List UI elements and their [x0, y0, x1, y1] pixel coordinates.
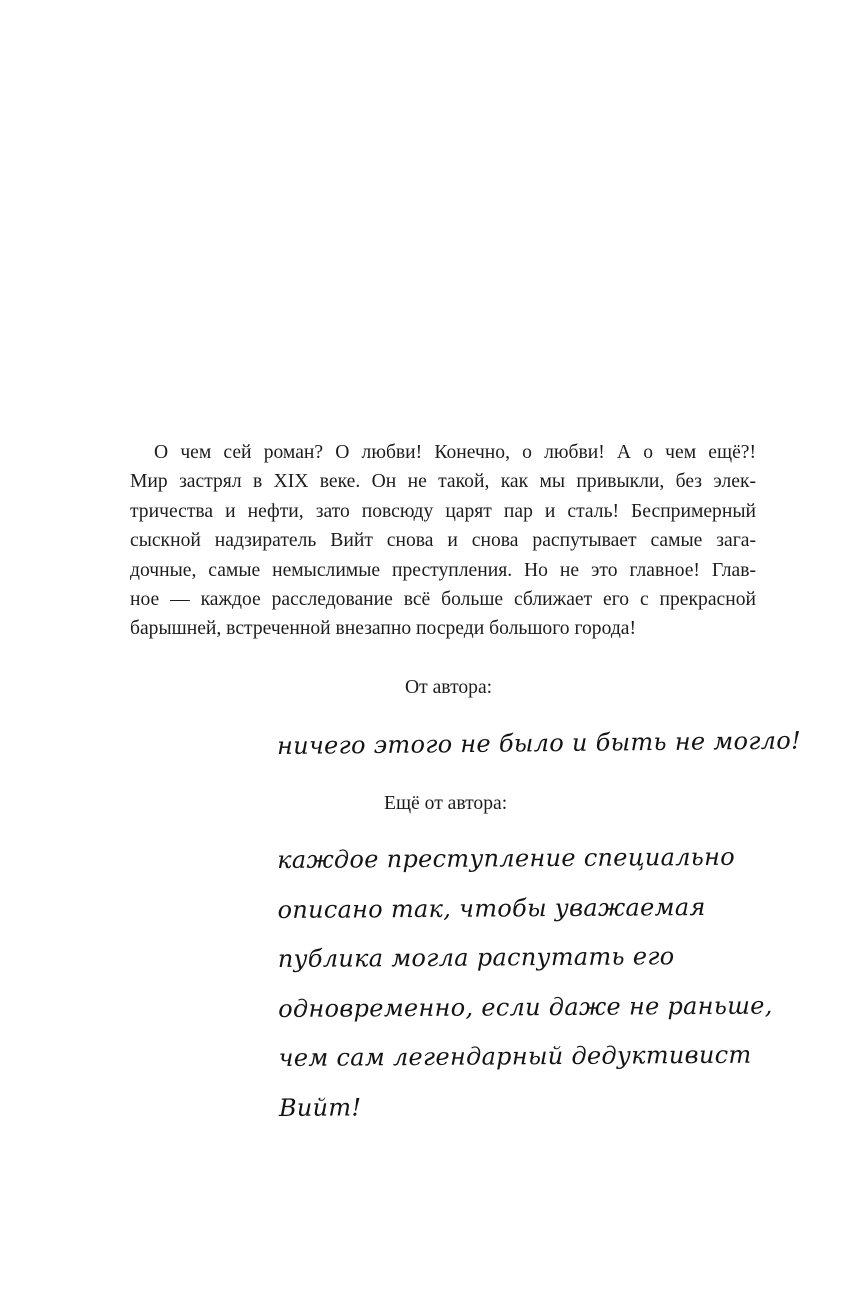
annotation-paragraph — [130, 438, 756, 644]
handwritten-note-2 — [277, 833, 774, 1134]
more-from-author-label: Ещё от автора: — [384, 793, 508, 814]
paragraph-line: О чем сей роман? О любви! Конечно, о любви! А о чем ещё?! — [154, 442, 756, 463]
handwritten-line: чем сам легендарный дедуктивист — [278, 1041, 752, 1073]
from-author-label: От автора: — [405, 677, 493, 698]
paragraph-line: Мир застрял в XIX веке. Он не такой, как мы привыкли, без элек- — [130, 471, 756, 493]
paragraph-line: сыскной надзиратель Вийт снова и снова распутывает самые зага- — [130, 530, 756, 552]
paragraph-line: барышней, встреченной внезапно посреди большого города! — [130, 618, 637, 640]
paragraph-line: дочные, самые немыслимые преступления. Но не это главное! Глав- — [130, 559, 756, 581]
handwritten-note-1 — [277, 723, 801, 764]
handwritten-line: каждое преступление специально — [277, 842, 736, 874]
paragraph-line: ное — каждое расследование всё больше сближает его с прекрасной — [130, 589, 756, 611]
handwritten-line: ничего этого не было и быть не могло! — [276, 726, 802, 760]
handwritten-line: публика могла распутать его — [277, 942, 675, 974]
handwritten-line: одновременно, если даже не раньше, — [278, 991, 773, 1023]
handwritten-line: описано так, чтобы уважаемая — [277, 892, 706, 924]
paragraph-line: тричества и нефти, зато повсюду царят пар и сталь! Беспримерный — [130, 500, 756, 522]
handwritten-line: Вийт! — [278, 1093, 362, 1122]
